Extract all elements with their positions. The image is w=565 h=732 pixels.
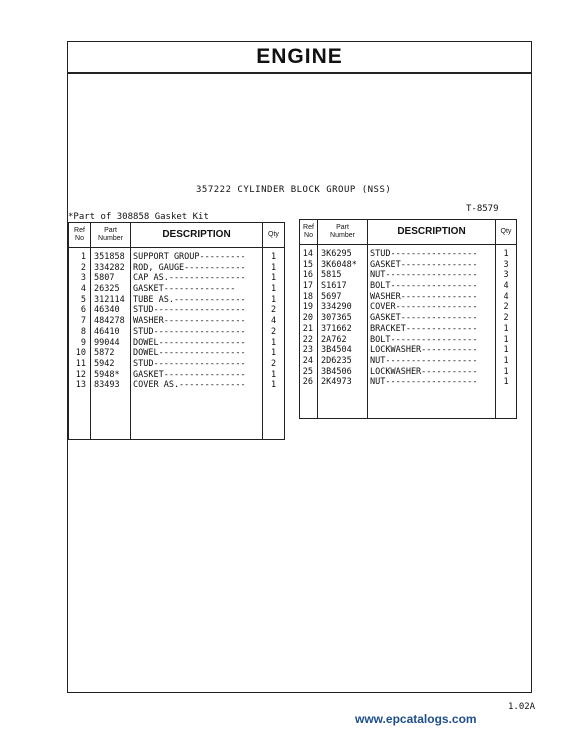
part-number-cell: 5872 (94, 348, 115, 359)
part-number-cell: 46410 (94, 326, 120, 337)
part-number-cell: 2K4973 (321, 377, 352, 388)
qty-cell: 2 (270, 358, 277, 369)
description-cell: ROD, GAUGE------------ (133, 262, 246, 273)
ref-cell: 1 (80, 252, 86, 262)
qty-cell: 2 (503, 302, 509, 313)
part-number-cell: 5815 (321, 270, 342, 281)
part-number-cell: 312114 (94, 294, 125, 305)
ref-cell: 12 (75, 369, 86, 380)
description-cell: DOWEL----------------- (133, 337, 246, 348)
description-cell: GASKET-------------- (133, 284, 236, 295)
description-cell: SUPPORT GROUP--------- (133, 252, 246, 262)
ref-cell: 19 (302, 302, 313, 313)
qty-cell: 1 (503, 323, 509, 334)
description-column (368, 245, 496, 419)
qty-cell: 1 (503, 249, 509, 259)
qty-cell: 2 (503, 313, 509, 324)
description-cell: COVER AS.------------- (133, 380, 246, 391)
part-number-cell: 5942 (94, 358, 115, 369)
part-number-cell: 3B4504 (321, 345, 352, 356)
ref-cell: 16 (302, 270, 313, 281)
ref-cell: 2 (80, 262, 86, 273)
group-title: 357222 CYLINDER BLOCK GROUP (NSS) (196, 185, 392, 195)
description-cell: LOCKWASHER----------- (370, 366, 478, 377)
qty-cell: 3 (503, 270, 509, 281)
catalog-page-frame (67, 41, 532, 693)
part-number-cell: 2A762 (321, 334, 347, 345)
watermark-link[interactable]: www.epcatalogs.com (355, 712, 477, 726)
part-column (318, 245, 368, 419)
ref-cell: 7 (80, 316, 86, 327)
part-number-cell: 5697 (321, 291, 342, 302)
description-cell: STUD------------------ (133, 326, 246, 337)
ref-cell: 15 (302, 259, 313, 270)
illustration-number: T-8579 (466, 204, 499, 214)
parts-table-right (299, 219, 517, 419)
ref-column (300, 245, 318, 419)
ref-cell: 17 (302, 281, 313, 292)
ref-cell: 21 (302, 323, 313, 334)
part-number-cell: 46340 (94, 305, 120, 316)
ref-cell: 6 (80, 305, 86, 316)
ref-cell: 13 (75, 380, 86, 391)
page-title: ENGINE (256, 45, 343, 68)
ref-cell: 23 (302, 345, 313, 356)
ref-cell: 24 (302, 355, 313, 366)
qty-column (263, 248, 284, 440)
ref-cell: 14 (302, 249, 313, 259)
description-cell: WASHER--------------- (370, 291, 478, 302)
part-number-cell: 3B4506 (321, 366, 352, 377)
header-ref: Ref No (300, 220, 318, 244)
ref-cell: 8 (80, 326, 86, 337)
qty-cell: 4 (270, 316, 277, 327)
part-number-cell: 5948* (94, 369, 120, 380)
qty-cell: 1 (503, 334, 509, 345)
table-header (69, 223, 284, 248)
part-number-cell: 5807 (94, 273, 115, 284)
description-cell: BRACKET-------------- (370, 323, 478, 334)
part-number-cell: 371662 (321, 323, 352, 334)
qty-cell: 1 (503, 355, 509, 366)
qty-cell: 2 (270, 326, 277, 337)
ref-cell: 9 (80, 337, 86, 348)
part-number-cell: 307365 (321, 313, 352, 324)
description-cell: BOLT----------------- (370, 281, 478, 292)
ref-cell: 3 (80, 273, 86, 284)
qty-cell: 1 (503, 345, 509, 356)
qty-column (496, 245, 516, 419)
page-number: 1.02A (508, 702, 536, 712)
qty-cell: 1 (270, 273, 277, 284)
qty-cell: 1 (270, 337, 277, 348)
qty-cell: 1 (270, 380, 277, 391)
qty-cell: 2 (270, 305, 277, 316)
part-number-cell: S1617 (321, 281, 347, 292)
description-cell: TUBE AS.-------------- (133, 294, 246, 305)
header-description: DESCRIPTION (368, 220, 496, 244)
ref-cell: 20 (302, 313, 313, 324)
ref-cell: 26 (302, 377, 313, 388)
qty-cell: 4 (503, 291, 509, 302)
part-number-cell: 334290 (321, 302, 352, 313)
qty-cell: 4 (503, 281, 509, 292)
part-number-cell: 484278 (94, 316, 125, 327)
description-cell: LOCKWASHER----------- (370, 345, 478, 356)
header-ref: Ref No (69, 223, 91, 247)
part-number-cell: 2D6235 (321, 355, 352, 366)
part-number-cell: 83493 (94, 380, 120, 391)
description-cell: STUD------------------ (133, 358, 246, 369)
ref-cell: 10 (75, 348, 86, 359)
description-cell: CAP AS.--------------- (133, 273, 246, 284)
description-cell: STUD----------------- (370, 249, 478, 259)
description-cell: DOWEL----------------- (133, 348, 246, 359)
ref-cell: 5 (80, 294, 86, 305)
part-number-cell: 3K6048* (321, 259, 357, 270)
qty-cell: 1 (270, 252, 277, 262)
qty-cell: 1 (503, 366, 509, 377)
table-header (300, 220, 516, 245)
description-cell: GASKET--------------- (370, 259, 478, 270)
ref-cell: 25 (302, 366, 313, 377)
header-part-number: Part Number (318, 220, 368, 244)
part-number-cell: 26325 (94, 284, 120, 295)
part-column (91, 248, 131, 440)
header-qty: Qty (500, 228, 512, 235)
ref-cell: 22 (302, 334, 313, 345)
qty-cell: 1 (270, 348, 277, 359)
description-cell: GASKET--------------- (370, 313, 478, 324)
qty-cell: 1 (270, 284, 277, 295)
kit-note: *Part of 308858 Gasket Kit (68, 212, 209, 222)
description-cell: GASKET---------------- (133, 369, 246, 380)
qty-cell: 1 (270, 294, 277, 305)
description-cell: NUT------------------ (370, 377, 478, 388)
description-column (131, 248, 263, 440)
part-number-cell: 99044 (94, 337, 120, 348)
part-number-cell: 3K6295 (321, 249, 352, 259)
qty-cell: 3 (503, 259, 509, 270)
qty-cell: 1 (503, 377, 509, 388)
description-cell: WASHER---------------- (133, 316, 246, 327)
ref-cell: 11 (75, 358, 86, 369)
parts-table-left (68, 222, 285, 440)
description-cell: BOLT----------------- (370, 334, 478, 345)
title-bar (68, 42, 531, 74)
ref-cell: 4 (80, 284, 86, 295)
description-cell: COVER---------------- (370, 302, 478, 313)
header-qty: Qty (268, 231, 279, 238)
header-description: DESCRIPTION (131, 223, 263, 247)
ref-column (69, 248, 91, 440)
qty-cell: 1 (270, 262, 277, 273)
ref-cell: 18 (302, 291, 313, 302)
header-part-number: Part Number (91, 223, 131, 247)
description-cell: NUT------------------ (370, 270, 478, 281)
description-cell: STUD------------------ (133, 305, 246, 316)
part-number-cell: 351858 (94, 252, 125, 262)
description-cell: NUT------------------ (370, 355, 478, 366)
part-number-cell: 334282 (94, 262, 125, 273)
qty-cell: 1 (270, 369, 277, 380)
